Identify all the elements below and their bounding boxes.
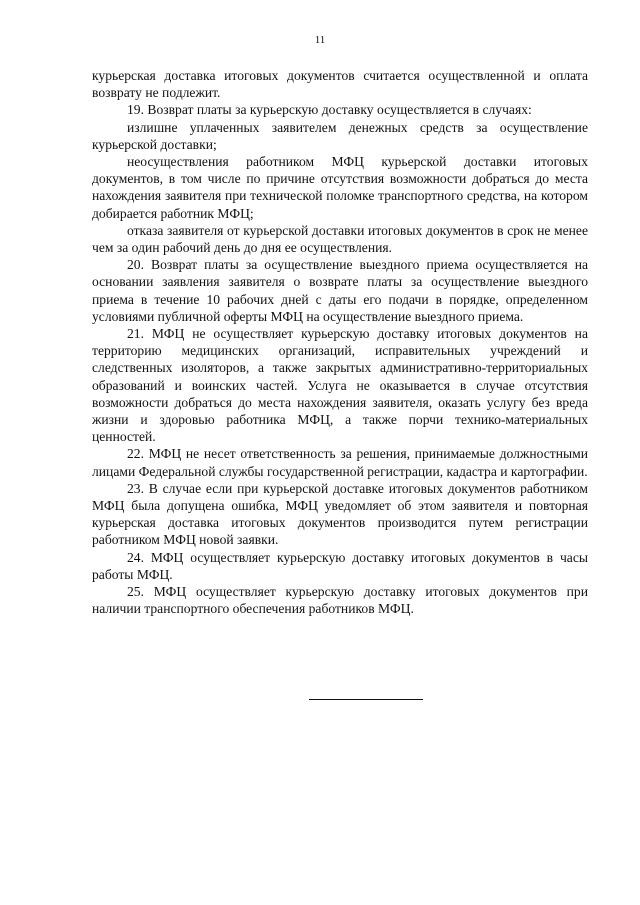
paragraph-19-case-non-delivery: неосуществления работником МФЦ курьерской доставки итоговых документов, в том числе по причине отсутствия возможности добраться до места нахождения заявителя при технической поломке транспортного средства, на котором добирается работник МФЦ; <box>92 154 588 221</box>
closing-divider <box>309 699 423 700</box>
document-body <box>92 67 588 618</box>
paragraph-23: 23. В случае если при курьерской доставке итоговых документов работником МФЦ была допущена ошибка, МФЦ уведомляет об этом заявителя и повторная курьерская доставка итоговых документов производится путем регистрации работником МФЦ новой заявки. <box>92 480 588 548</box>
page-number: 11 <box>314 34 326 46</box>
paragraph-25: 25. МФЦ осуществляет курьерскую доставку итоговых документов при наличии транспортного обеспечения работников МФЦ. <box>92 584 588 617</box>
paragraph-21: 21. МФЦ не осуществляет курьерскую доставку итоговых документов на территорию медицинских организаций, исправительных учреждений и следственных изоляторов, а также закрытых административно-территориальных образований и воинских частей. Услуга не оказывается в случае отсутствия возможности добраться до места нахождения заявителя, оказать услугу без вреда жизни и здоровью работника МФЦ, а также порчи технико-материальных ценностей. <box>92 326 588 445</box>
paragraph-20: 20. Возврат платы за осуществление выездного приема осуществляется на основании заявления заявителя о возврате платы за осуществление выездного приема в течение 10 рабочих дней с даты его подачи в порядке, определенном условиями публичной оферты МФЦ на осуществление выездного приема. <box>92 257 588 324</box>
paragraph-18-continuation: курьерская доставка итоговых документов считается осуществленной и оплата возврату не подлежит. <box>92 68 588 101</box>
paragraph-22: 22. МФЦ не несет ответственность за решения, принимаемые должностными лицами Федеральной службы государственной регистрации, кадастра и картографии. <box>92 446 588 479</box>
paragraph-24: 24. МФЦ осуществляет курьерскую доставку итоговых документов в часы работы МФЦ. <box>92 549 588 582</box>
paragraph-19: 19. Возврат платы за курьерскую доставку осуществляется в случаях: <box>127 102 532 118</box>
paragraph-19-case-refusal: отказа заявителя от курьерской доставки итоговых документов в срок не менее чем за один рабочий день до дня ее осуществления. <box>92 222 588 256</box>
paragraph-19-case-overpayment: излишне уплаченных заявителем денежных средств за осуществление курьерской доставки; <box>92 119 588 152</box>
